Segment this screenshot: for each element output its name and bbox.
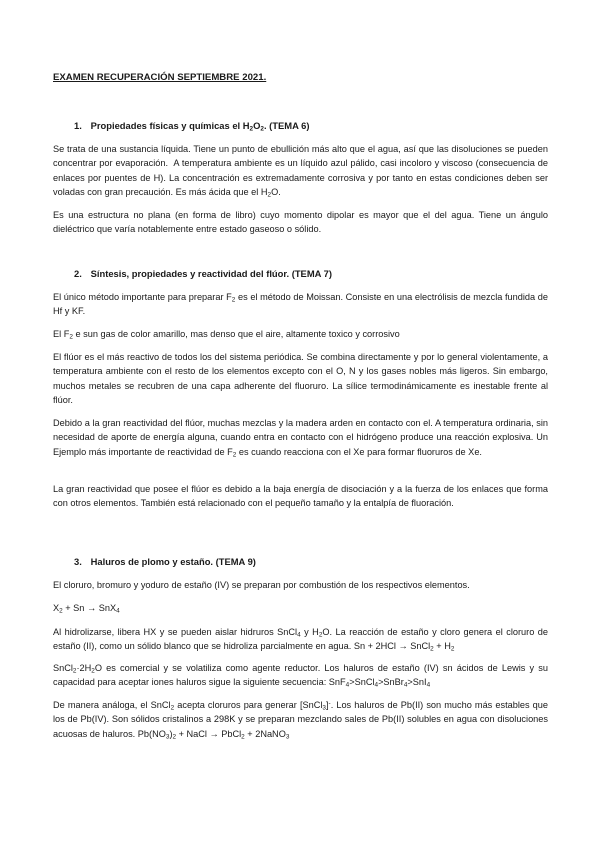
section-2-paragraph-1: El único método importante para preparar $F_2$ es el método de Moissan. Consiste en una electrólisis de mezcla fundida de Hf y KF. — [53, 292, 548, 317]
section-3-paragraph-1: El cloruro, bromuro y yoduro de estaño (IV) se preparan por combustión de los respectivos elementos. — [53, 580, 470, 590]
section-2-paragraph-2: El $F_2$ e sun gas de color amarillo, mas denso que el aire, altamente toxico y corrosivo — [53, 329, 400, 341]
section-2-paragraph-3: El flúor es el más reactivo de todos los del sistema periódica. Se combina directamente y por lo general violentamente, a temperatura ambiente con el resto de los elementos excepto con el O, N y los gases nobles más ligeros. Sin embargo, muchos metales se recubren de una capa adherente del fluoruro. La sílice termodinámicamente es inestable frente al flúor. — [53, 352, 548, 406]
section-2-paragraph-4: Debido a la gran reactividad del flúor, muchas mezclas y la madera arden en contacto con el. A temperatura ordinaria, sin necesidad de aporte de energía alguna, cuando entra en contacto con el hidrógeno produce una reacción explosiva. Un Ejemplo más importante de reactividad de $F_2$ es cuando reacciona con el Xe para formar fluoruros de Xe. — [53, 418, 548, 459]
section-2-title: Síntesis, propiedades y reactividad del flúor. (TEMA 7) — [90, 268, 332, 279]
section-3-paragraph-3: $SnCl_2\cdot 2H_2O$ es comercial y se volatiliza como agente reductor. Los haluros de estaño (IV) sn ácidos de Lewis y su capacidad para aceptar iones haluros sigue la siguiente secuencia: SnF$_4$>SnCl$_4$>SnBr$_4$>SnI$_4$ — [53, 663, 548, 689]
section-1-paragraph-2: Es una estructura no plana (en forma de libro) cuyo momento dipolar es mayor que el del agua. Tiene un ángulo dieléctrico que varía notablemente entre estado gaseoso o sólido. — [53, 210, 548, 235]
section-3-title: Haluros de plomo y estaño. (TEMA 9) — [90, 556, 256, 567]
section-2-heading — [74, 268, 332, 279]
section-1-number: 1. — [74, 120, 82, 131]
section-1-paragraph-1: Se trata de una sustancia líquida. Tiene un punto de ebullición más alto que el agua, así que las disoluciones se pueden concentrar por evaporación. A temperatura ambiente es un líquido azul pálido, casi incoloro y viscoso (consecuencia de enlaces por puentes de H). La concentración es extremadamente corrosiva y por tanto en estas condiciones deben ser voladas con gran precaución. Es más ácida que el $H_2O$. — [53, 144, 548, 199]
section-3-number: 3. — [74, 556, 82, 567]
section-3-equation: $X_2 + Sn \to SnX_4$ — [53, 603, 120, 615]
section-1-title: Propiedades físicas y químicas el $H_2O_2$. (TEMA 6) — [90, 120, 310, 133]
section-2-number: 2. — [74, 268, 82, 279]
section-3-heading — [74, 556, 256, 567]
section-1-heading — [74, 120, 309, 131]
section-2-paragraph-5: La gran reactividad que posee el flúor es debido a la baja energía de disociación y a la fuerza de los enlaces que forma con otros elementos. También está relacionado con el pequeño tamaño y la entalpía de fluoración. — [53, 484, 548, 509]
exam-title: EXAMEN RECUPERACIÓN SEPTIEMBRE 2021. — [53, 72, 267, 83]
section-3-paragraph-2: Al hidrolizarse, libera HX y se pueden aislar hidruros SnCl$_4$ y $H_2O$. La reacción de estaño y cloro genera el cloruro de estaño (II), como un sólido blanco que se hidroliza parcialmente en agua. Sn + 2HCl → SnCl$_2$ + $H_2$ — [53, 627, 548, 653]
section-3-paragraph-4: De manera análoga, el SnCl$_2$ acepta cloruros para generar [SnCl$_3$]-. Los haluros de Pb(II) son mucho más estables que los de Pb(IV). Son sólidos cristalinos a 298K y se preparan mezclando sales de Pb(II) solubles en agua con disoluciones acuosas de haluros. $Pb(NO_3)_2$ + NaCl → PbCl$_2$ + 2NaNO$_3$ — [53, 700, 549, 741]
